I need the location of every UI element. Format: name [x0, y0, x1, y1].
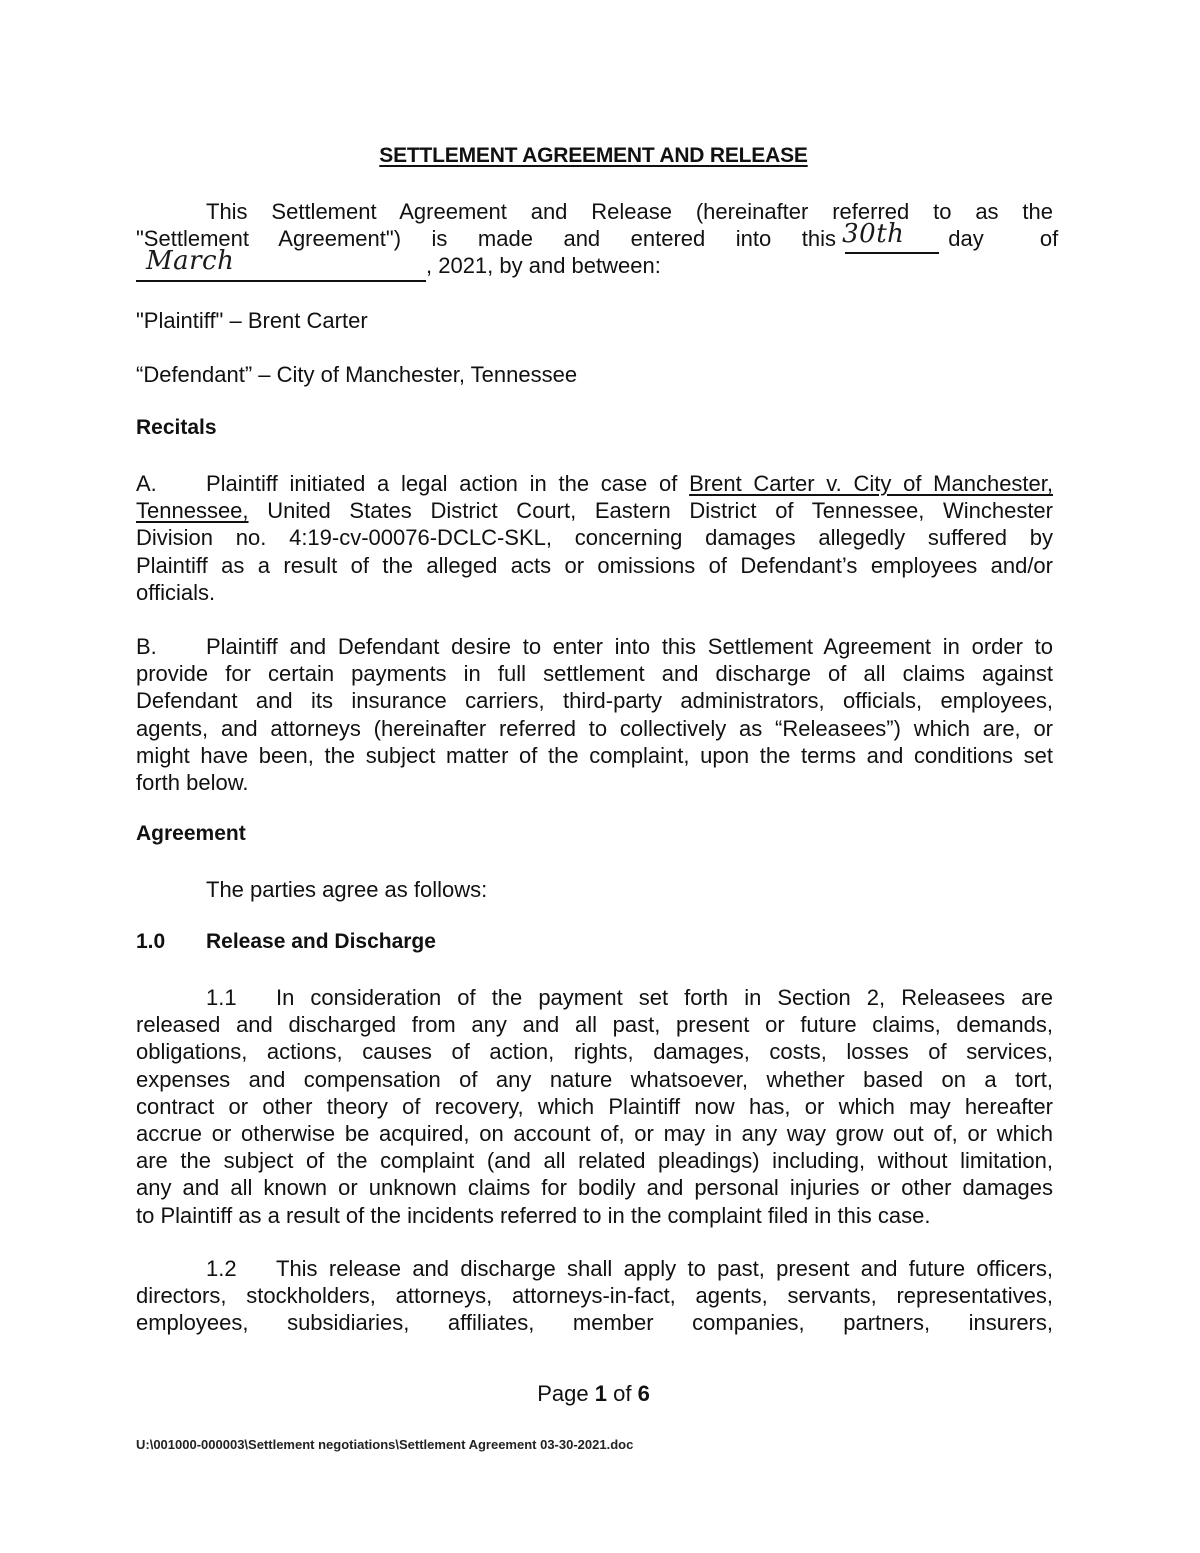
clause-1-1-line-2: released and discharged from any and all past, present or future claims, demands,	[136, 1012, 1053, 1038]
section-1-heading	[136, 930, 436, 954]
recital-b-line-6: forth below.	[136, 769, 249, 795]
clause-1-2-line-3: employees, subsidiaries, affiliates, member companies, partners, insurers,	[136, 1310, 1053, 1336]
intro-line-2-start: "Settlement Agreement") is made and entered into this	[136, 226, 836, 252]
page-current: 1	[594, 1381, 607, 1406]
recital-b-label: B.	[136, 634, 157, 659]
clause-1-1-line-1	[136, 984, 1053, 1011]
case-name-link-part1: Brent Carter v. City of Manchester,	[689, 471, 1053, 496]
recitals-heading: Recitals	[136, 416, 217, 439]
section-1-number: 1.0	[136, 930, 166, 953]
clause-1-2-number: 1.2	[206, 1256, 237, 1281]
case-name-link-part2: Tennessee,	[136, 498, 249, 524]
recital-b	[136, 633, 1053, 796]
clause-1-1-line-4: expenses and compensation of any nature whatsoever, whether based on a tort,	[136, 1066, 1053, 1092]
intro-line-2-end: day of	[948, 226, 1059, 252]
intro-line-3-end: , 2021, by and between:	[426, 253, 661, 279]
recital-a-line-5: officials.	[136, 579, 216, 605]
clause-1-1-number: 1.1	[206, 985, 237, 1010]
defendant-party: “Defendant” – City of Manchester, Tennessee	[136, 362, 578, 387]
month-handwritten: March	[146, 246, 235, 277]
file-path: U:\001000-000003\Settlement negotiations\Settlement Agreement 03-30-2021.doc	[136, 1437, 634, 1452]
clause-1-2-line-1	[136, 1255, 1053, 1282]
section-1-title: Release and Discharge	[206, 930, 436, 953]
clause-1-1-line-8: any and all known or unknown claims for bodily and personal injuries or other damages	[136, 1175, 1053, 1201]
recital-b-line-1	[136, 633, 1053, 660]
clause-1-1-line-3: obligations, actions, causes of action, rights, damages, costs, losses of services,	[136, 1039, 1053, 1065]
recital-b-line-2: provide for certain payments in full settlement and discharge of all claims against	[136, 661, 1053, 687]
day-handwritten: 30th	[842, 219, 905, 250]
clause-1-1-text-1: In consideration of the payment set forth in Section 2, Releasees are	[276, 985, 1053, 1010]
document-title: SETTLEMENT AGREEMENT AND RELEASE	[379, 144, 808, 167]
recital-a-line-2	[136, 497, 1053, 524]
page-prefix: Page	[537, 1381, 589, 1406]
intro-paragraph	[136, 198, 1059, 280]
intro-line-3	[136, 246, 1053, 279]
recital-b-line-4: agents, and attorneys (hereinafter referred to collectively as “Releasees”) which are, or	[136, 715, 1053, 741]
clause-1-1-line-9: to Plaintiff as a result of the incidents referred to in the complaint filed in this case.	[136, 1202, 931, 1228]
page-total: 6	[637, 1381, 650, 1406]
recital-a-line-3: Division no. 4:19-cv-00076-DCLC-SKL, concerning damages allegedly suffered by	[136, 525, 1053, 551]
page-of: of	[613, 1381, 632, 1406]
clause-1-1	[136, 984, 1053, 1229]
recital-a	[136, 470, 1053, 606]
recital-b-text-1: Plaintiff and Defendant desire to enter into this Settlement Agreement in order to	[206, 634, 1053, 659]
clause-1-2-line-2: directors, stockholders, attorneys, attorneys-in-fact, agents, servants, representatives,	[136, 1283, 1053, 1309]
clause-1-1-line-5: contract or other theory of recovery, which Plaintiff now has, or which may hereafter	[136, 1093, 1053, 1119]
day-blank-line	[845, 252, 939, 254]
recital-a-line-4: Plaintiff as a result of the alleged acts or omissions of Defendant’s employees and/or	[136, 552, 1053, 578]
intro-line-2	[136, 219, 1059, 252]
recital-b-line-5: might have been, the subject matter of the complaint, upon the terms and conditions set	[136, 742, 1053, 768]
recital-b-line-3: Defendant and its insurance carriers, third-party administrators, officials, employees,	[136, 688, 1053, 714]
plaintiff-party: "Plaintiff" – Brent Carter	[136, 308, 368, 333]
intro-line-1: This Settlement Agreement and Release (hereinafter referred to as the	[206, 199, 1053, 224]
recital-a-line-1	[136, 470, 1053, 497]
recital-a-label: A.	[136, 471, 157, 496]
recital-a-text-1: Plaintiff initiated a legal action in the case of	[206, 471, 678, 496]
month-field	[136, 246, 426, 279]
recital-a-text-2: United States District Court, Eastern District of Tennessee, Winchester	[267, 498, 1053, 524]
agreement-heading: Agreement	[136, 822, 246, 845]
day-field	[842, 219, 942, 252]
clause-1-2-text-1: This release and discharge shall apply to past, present and future officers,	[276, 1256, 1053, 1281]
clause-1-2	[136, 1255, 1053, 1337]
clause-1-1-line-7: are the subject of the complaint (and all related pleadings) including, without limitation,	[136, 1148, 1053, 1174]
clause-1-1-line-6: accrue or otherwise be acquired, on account of, or may in any way grow out of, or which	[136, 1120, 1053, 1146]
month-blank-line	[136, 280, 426, 282]
page-number	[0, 1381, 1187, 1407]
agreement-intro: The parties agree as follows:	[206, 877, 488, 902]
